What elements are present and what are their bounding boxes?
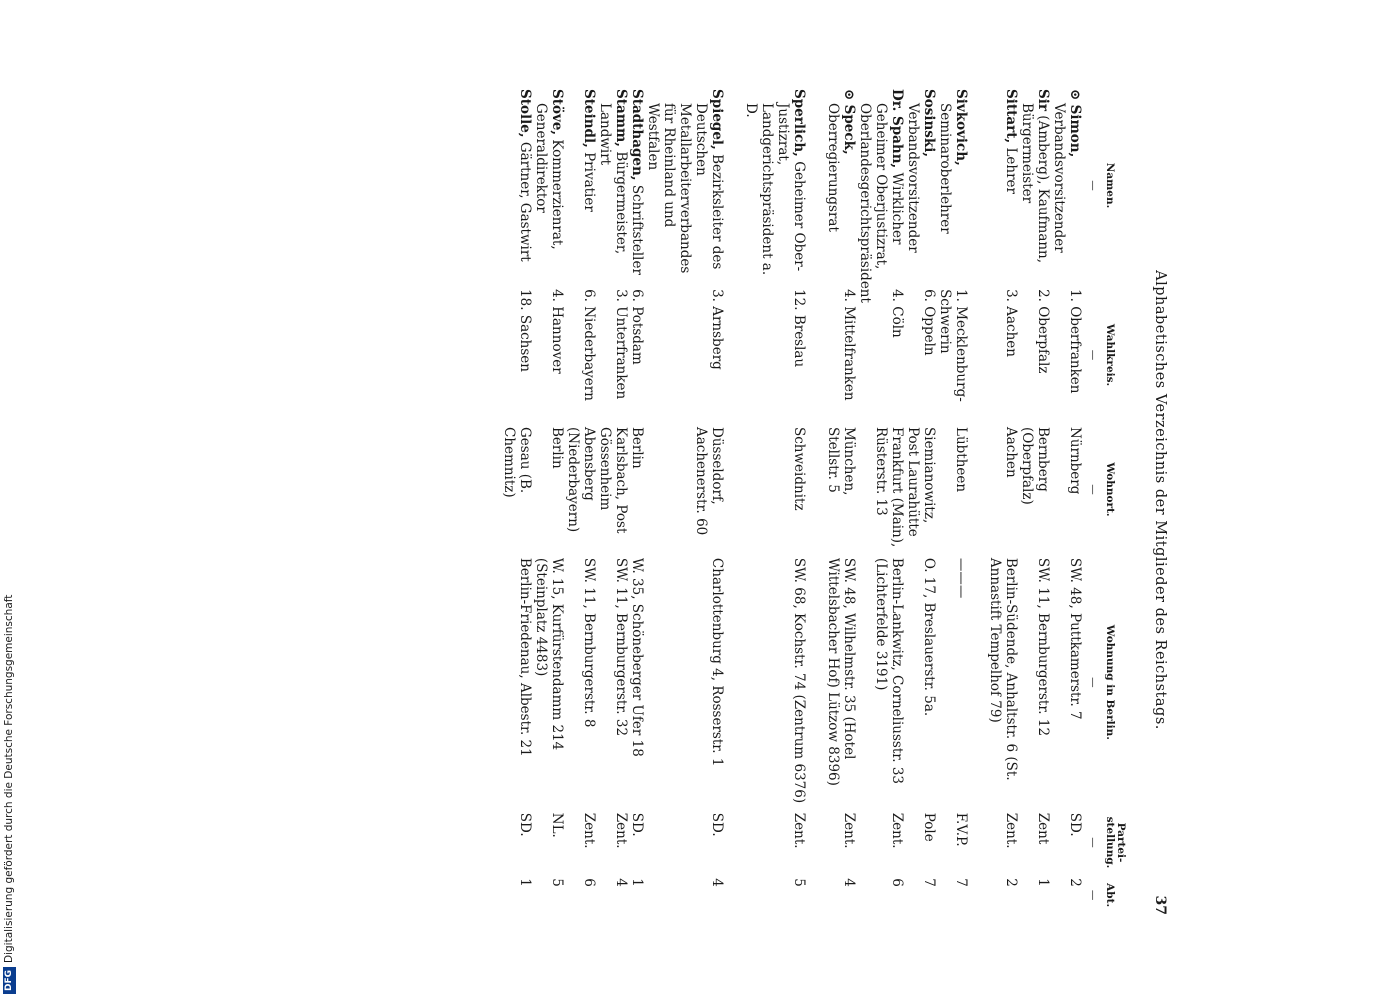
row-spacer-cell (807, 85, 825, 915)
member-surname: Dr. Spahn, (889, 89, 905, 169)
member-wahlkreis: 3. Arnsberg (709, 289, 725, 370)
member-surname: Steindl, (581, 89, 597, 148)
member-fraktion: Zent (1035, 812, 1051, 845)
member-profession: Geheimer Ober-Justizrat, Landgerichtspräsident a. D. (743, 103, 807, 276)
member-fraktion: F.V.P. (953, 812, 969, 847)
member-surname: Stöve, (549, 89, 565, 136)
member-wohnung: SW. 11, Bernburgerstr. 8 (581, 557, 597, 728)
table-row (565, 85, 597, 915)
page-title: Alphabetisches Verzeichnis der Mitglieder des Reichstags. (1152, 270, 1168, 730)
member-name-cell (825, 85, 857, 286)
member-marker: ⊙ (1067, 89, 1083, 101)
member-wohnort: Gesau (B. Chemnitz) (501, 427, 533, 498)
column-header-fraktion: Partei-stellung. — (1087, 816, 1127, 869)
member-fraktion: Zent. (613, 812, 629, 849)
member-abteilung: 6 (889, 878, 905, 887)
row-spacer (725, 85, 743, 915)
column-header-wahlkreis: Wahlkreis. — (1087, 323, 1116, 387)
column-header-wohnort: Wohnort. — (1087, 462, 1116, 517)
member-abteilung: 4 (613, 878, 629, 887)
member-profession: Privatier (581, 152, 597, 212)
member-surname: Stolle, (517, 89, 533, 138)
member-wahlkreis: 6. Niederbayern (581, 289, 597, 401)
member-wahlkreis: 3. Unterfranken (613, 289, 629, 400)
member-wohnort: Lübtheen (953, 427, 969, 493)
member-profession: Oberregierungsrat (825, 103, 841, 232)
member-fraktion: Zent. (581, 812, 597, 849)
member-wohnung: SW. 68, Kochstr. 74 (Zentrum 6376) (791, 557, 807, 804)
member-wohnort: Nürnberg (1067, 427, 1083, 495)
column-header-name: Namen. — (1087, 162, 1116, 209)
table-row (743, 85, 807, 915)
member-wohnort: Karlsbach, Post Gössenheim (597, 427, 629, 534)
table-row (629, 85, 645, 915)
member-marker: ⊙ (841, 89, 857, 101)
table-row (905, 85, 937, 915)
table-row (533, 85, 565, 915)
member-wohnung: W. 35, Schöneberger Ufer 18 (629, 557, 645, 757)
row-spacer-cell (725, 85, 743, 915)
member-wohnung: ——— (953, 557, 969, 599)
table-row (501, 85, 533, 915)
member-profession: Gärtner, Gastwirt (517, 141, 533, 262)
member-wohnort: Bernberg (Oberpfalz) (1019, 427, 1051, 505)
member-wohnort: Abensberg (Niederbayern) (565, 427, 597, 533)
table-row (857, 85, 905, 915)
member-name-cell (1019, 85, 1051, 286)
member-profession: Lehrer (1003, 147, 1019, 194)
member-abteilung: 2 (1067, 878, 1083, 887)
member-profession: Wirklicher Geheimer Oberjustizrat, Oberlandesgerichtspräsident (857, 103, 905, 303)
member-abteilung: 4 (709, 878, 725, 887)
member-name-cell (937, 85, 969, 286)
table-row (937, 85, 969, 915)
member-wahlkreis: 3. Aachen (1003, 289, 1019, 357)
member-wohnort: Düsseldorf, Aachenerstr. 60 (693, 427, 725, 536)
member-profession: Bürgermeister, Landwirt (597, 103, 629, 255)
member-wohnung: Charlottenburg 4, Rosserstr. 1 (709, 557, 725, 767)
member-surname: Stamm, (613, 89, 629, 148)
member-fraktion: Zent. (841, 812, 857, 849)
member-profession: Bezirksleiter des Deutschen Metallarbeiterverbandes für Rheinland und Westfalen (645, 103, 725, 274)
member-wahlkreis: 4. Cöln (889, 289, 905, 338)
member-wohnung: Berlin-Friedenau, Albestr. 21 (517, 557, 533, 757)
member-fraktion: SD. (629, 812, 645, 837)
member-profession: Seminaroberlehrer (937, 103, 953, 234)
member-surname: Sittart, (1003, 89, 1019, 144)
member-wahlkreis: 2. Oberpfalz (1035, 289, 1051, 374)
member-wahlkreis: 12. Breslau (791, 289, 807, 368)
member-surname: Sivkovich, (953, 89, 969, 166)
member-wohnung: SW. 11, Bernburgerstr. 12 (1035, 557, 1051, 737)
member-wohnung: Berlin-Lankwitz, Corneliusstr. 33 (Lichterfelde 3191) (873, 557, 905, 784)
member-name-cell (987, 85, 1019, 286)
member-wohnort: Berlin (549, 427, 565, 469)
member-surname: Sperlich, (791, 89, 807, 157)
member-fraktion: Zent. (791, 812, 807, 849)
member-name-cell (1051, 85, 1083, 286)
member-surname: Sosinski, (921, 89, 937, 158)
member-wohnort: Siemianowitz, Post Laurahütte (905, 427, 937, 537)
member-abteilung: 6 (581, 878, 597, 887)
member-wohnort: Aachen (1003, 427, 1019, 478)
member-name-cell (501, 85, 533, 286)
member-abteilung: 1 (1035, 878, 1051, 887)
page-content (250, 75, 1170, 925)
member-wahlkreis: 18. Sachsen (517, 289, 533, 372)
member-rows (501, 85, 1083, 915)
member-fraktion: NL. (549, 812, 565, 838)
member-name-cell (743, 85, 807, 286)
member-fraktion: Zent. (1003, 812, 1019, 849)
member-fraktion: Zent. (889, 812, 905, 849)
table-row (825, 85, 857, 915)
member-wohnung: W. 15, Kurfürstendamm 214 (Steinplatz 4483) (533, 557, 565, 751)
members-table (501, 85, 1126, 915)
member-wahlkreis: 4. Hannover (549, 289, 565, 374)
member-wohnort: Frankfurt (Main), Rüsterstr. 13 (873, 427, 905, 548)
column-header-wohnung: Wohnung in Berlin. — (1087, 624, 1116, 740)
table-row (597, 85, 629, 915)
member-profession: Verbandsvorsitzender (905, 103, 921, 253)
member-abteilung: 5 (791, 878, 807, 887)
member-abteilung: 7 (921, 878, 937, 887)
table-row (987, 85, 1019, 915)
member-fraktion: Pole (921, 812, 937, 842)
member-fraktion: SD. (1067, 812, 1083, 837)
member-wohnung: Berlin-Südende, Anhaltstr. 6 (St. Annastift Tempelhof 79) (987, 557, 1019, 781)
member-wohnort: Berlin (629, 427, 645, 469)
member-wohnung: SW. 48, Puttkamerstr. 7 (1067, 557, 1083, 720)
table-header-row (1083, 85, 1126, 915)
member-surname: Simon, (1067, 104, 1083, 158)
member-wohnort: Schweidnitz (791, 427, 807, 511)
member-name-cell (645, 85, 725, 286)
dfg-logo: DFG (3, 967, 16, 994)
member-profession: Schriftsteller (629, 184, 645, 275)
member-name-cell (629, 85, 645, 286)
member-abteilung: 4 (841, 878, 857, 887)
member-wahlkreis: 4. Mittelfranken (841, 289, 857, 401)
member-wahlkreis: 6. Oppeln (921, 289, 937, 356)
rotated-page (250, 75, 1170, 925)
member-wohnung: SW. 11, Bernburgerstr. 32 (613, 557, 629, 737)
member-fraktion: SD. (517, 812, 533, 837)
member-name-cell (597, 85, 629, 286)
member-wohnort: München, Stellstr. 5 (825, 427, 857, 496)
member-abteilung: 7 (953, 878, 969, 887)
member-abteilung: 1 (517, 878, 533, 887)
column-header-abteilung: Abt. — (1087, 883, 1116, 908)
member-wahlkreis: 6. Potsdam (629, 289, 645, 365)
table-row (1051, 85, 1083, 915)
member-surname: Speck, (841, 104, 857, 155)
table-row (645, 85, 725, 915)
member-name-cell (565, 85, 597, 286)
member-profession: (Amberg), Kaufmann, Bürgermeister (1019, 103, 1051, 264)
member-wohnung: O. 17, Breslauerstr. 5a. (921, 557, 937, 717)
row-spacer-cell (969, 85, 987, 915)
member-profession: Verbandsvorsitzender (1051, 103, 1067, 253)
digitization-caption (0, 0, 18, 1000)
member-surname: Sir (1035, 89, 1051, 111)
member-fraktion: SD. (709, 812, 725, 837)
member-profession: Kommerzienrat, Generaldirektor (533, 103, 565, 250)
caption-text: Digitalisierung gefördert durch die Deutsche Forschungsgemeinschaft (3, 594, 15, 963)
member-surname: Spiegel, (709, 89, 725, 150)
row-spacer (807, 85, 825, 915)
member-name-cell (905, 85, 937, 286)
member-surname: Stadthagen, (629, 89, 645, 181)
member-name-cell (857, 85, 905, 303)
member-wahlkreis: 1. Oberfranken (1067, 289, 1083, 394)
member-name-cell (533, 85, 565, 286)
member-abteilung: 2 (1003, 878, 1019, 887)
member-abteilung: 1 (629, 878, 645, 887)
member-wahlkreis: 1. Mecklenburg-Schwerin (937, 289, 969, 402)
row-spacer (969, 85, 987, 915)
member-abteilung: 5 (549, 878, 565, 887)
member-wohnung: SW. 48, Wilhelmstr. 35 (Hotel Wittelsbacher Hof) Lützow 8396) (825, 557, 857, 786)
table-row (1019, 85, 1051, 915)
page-number: 37 (1152, 895, 1168, 915)
